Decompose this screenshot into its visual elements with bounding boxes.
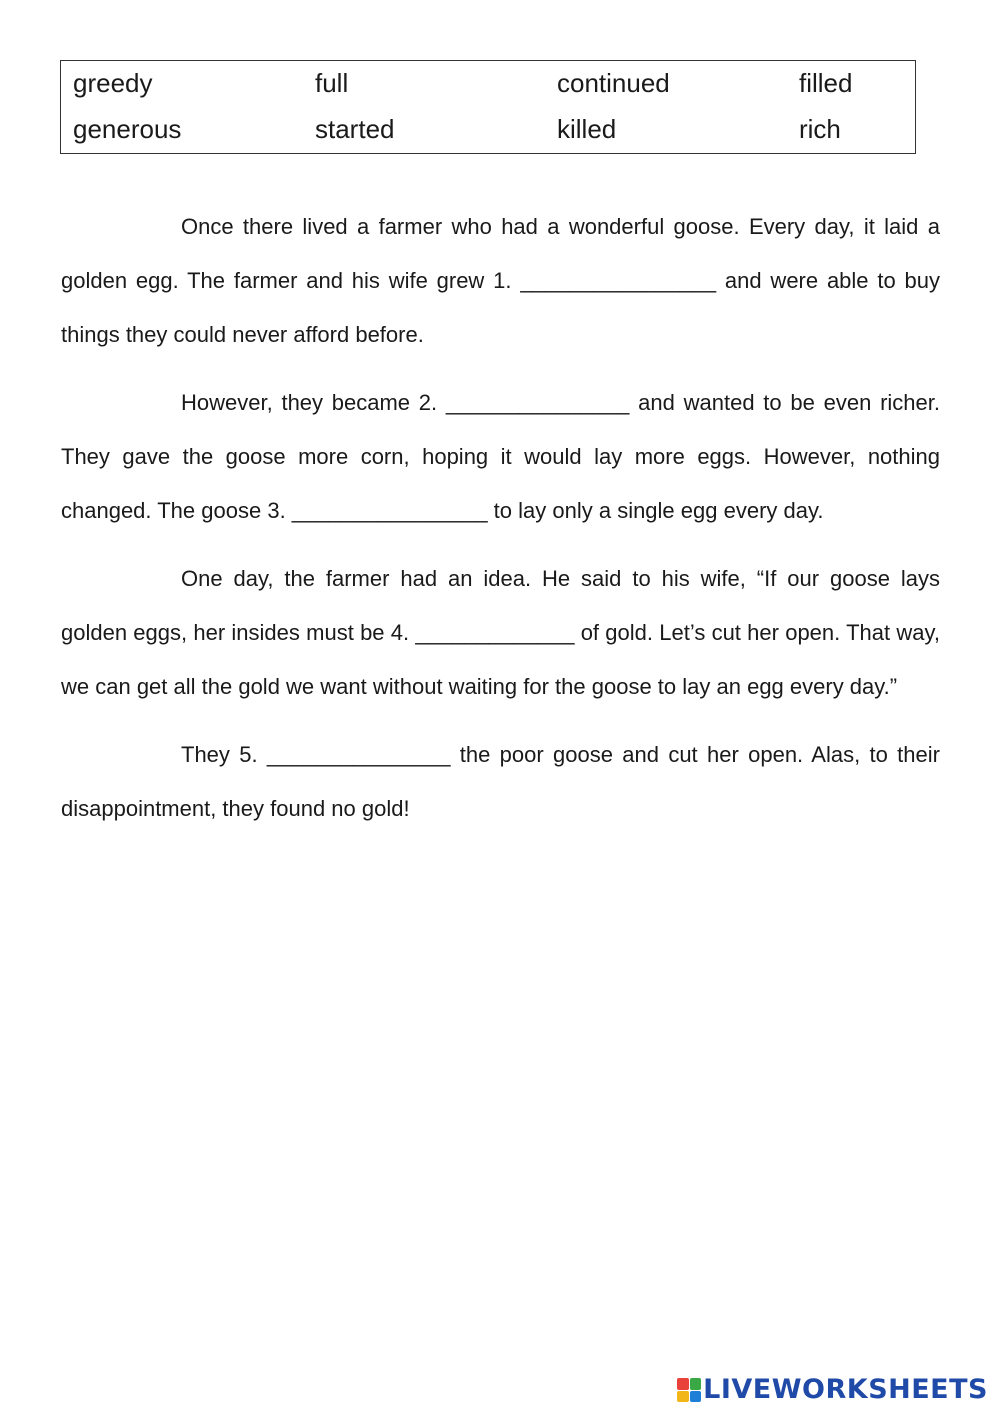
word-bank-row-2: [61, 111, 915, 151]
paragraph-text: One day, the farmer had an idea. He said to his wife, “If our goose lays golden eggs, her insides must be: [61, 566, 940, 645]
blank-1[interactable]: 1. ________________: [493, 268, 717, 293]
liveworksheets-logo-icon: [677, 1378, 701, 1402]
paragraph-text: Once there lived a farmer who had a wonderful goose. Every day, it laid a golden egg. The farmer and his wife grew: [61, 214, 940, 293]
word-bank-word: continued: [557, 68, 670, 98]
word-bank-word: greedy: [73, 68, 153, 98]
paragraph-text: They: [181, 742, 240, 767]
logo-tile: [677, 1378, 689, 1390]
paragraph-text: of gold. Let’s cut her open. That way, we can get all the gold we want without waiting for the goose to lay an egg every day.”: [61, 620, 940, 699]
story-text: [61, 200, 940, 850]
paragraph-text: the poor goose and cut her open. Alas, to their disappointment, they found no gold!: [61, 742, 940, 821]
paragraph-text: However, they became: [181, 390, 419, 415]
brand-name: LIVEWORKSHEETS: [703, 1374, 988, 1405]
logo-tile: [677, 1391, 689, 1403]
word-bank-word: full: [315, 68, 349, 98]
word-bank-word: started: [315, 114, 395, 144]
blank-3[interactable]: 3. ________________: [267, 498, 488, 523]
blank-5[interactable]: 5. _______________: [239, 742, 451, 767]
logo-tile: [690, 1391, 702, 1403]
word-bank-word: rich: [799, 114, 841, 144]
story-paragraph-1: [61, 200, 940, 362]
paragraph-text: and were able to buy things they could never afford before.: [61, 268, 940, 347]
blank-2[interactable]: 2. _______________: [418, 390, 630, 415]
story-paragraph-3: [61, 552, 940, 714]
word-bank-row-1: [61, 65, 915, 105]
liveworksheets-branding: [677, 1372, 988, 1408]
logo-tile: [690, 1378, 702, 1390]
word-bank: [60, 60, 916, 154]
blank-4[interactable]: 4. _____________: [390, 620, 575, 645]
paragraph-text: to lay only a single egg every day.: [487, 498, 824, 523]
paragraph-text: and wanted to be even richer. They gave the goose more corn, hoping it would lay more eggs. However, nothing changed. The goose: [61, 390, 940, 523]
story-paragraph-4: [61, 728, 940, 836]
story-paragraph-2: [61, 376, 940, 538]
word-bank-word: killed: [557, 114, 617, 144]
word-bank-word: generous: [73, 114, 182, 144]
word-bank-word: filled: [799, 68, 853, 98]
